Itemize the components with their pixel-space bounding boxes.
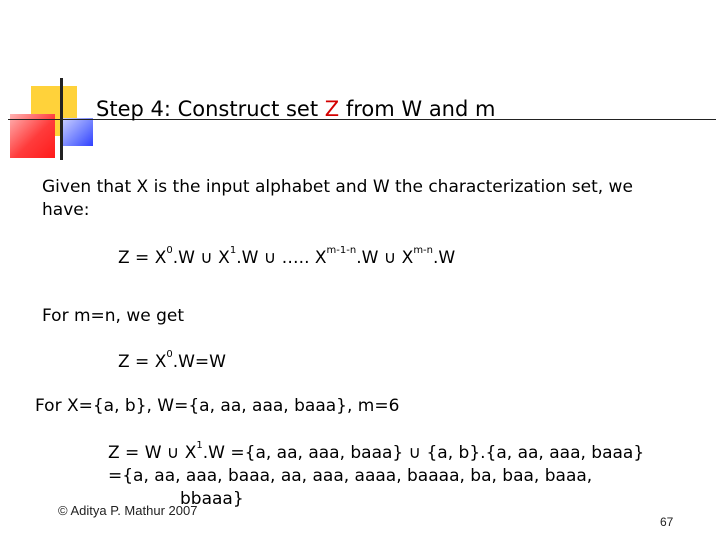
copyright-footer: © Aditya P. Mathur 2007 xyxy=(58,503,198,518)
formula-general: $Z = X^0.W$ ∪ $X^1.W$ ∪ ….. $X^{m-1-n}.W$ ∪ $X^{m-n}.W$ xyxy=(118,245,456,268)
slide-title: Step 4: Construct set Z from W and m xyxy=(96,97,496,121)
given-line-1: Given that X is the input alphabet and W the characterization set, we xyxy=(42,177,633,197)
decor-red-square xyxy=(10,114,55,158)
case-m-equals-n: For m=n, we get xyxy=(42,306,185,326)
decor-blue-square xyxy=(63,118,93,146)
example-line-3: bbaaa} xyxy=(180,489,244,509)
page-number: 67 xyxy=(660,515,674,529)
title-highlight: Z xyxy=(324,97,340,121)
given-line-2: have: xyxy=(42,200,90,220)
example-header: For X={a, b}, W={a, aa, aaa, baaa}, m=6 xyxy=(35,396,400,416)
example-line-2: ={a, aa, aaa, baaa, aa, aaa, aaaa, baaaa, ba, baa, baaa, xyxy=(108,466,593,486)
formula-m-equals-n: $Z = X^0.W=W$ xyxy=(118,349,226,372)
example-line-1: Z = W ∪ $X^1.W =\{a$, aa, aaa, baaa} ∪ {a, b}.{a, aa, aaa, baaa} xyxy=(108,440,645,463)
